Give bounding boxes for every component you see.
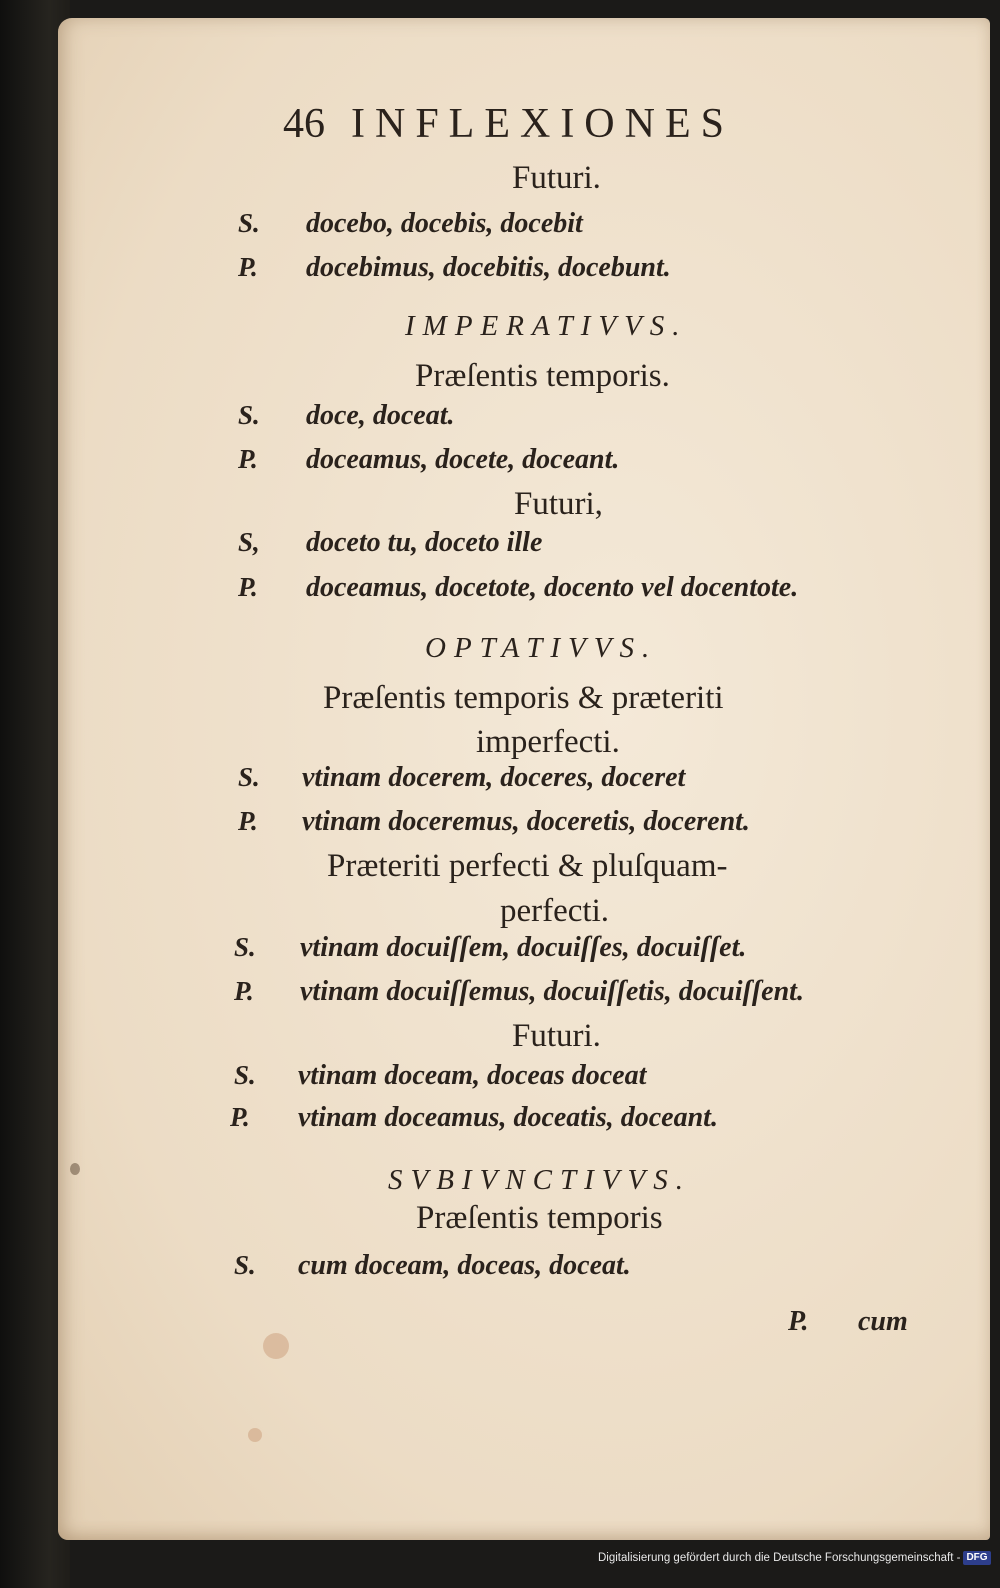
number-label: S.: [238, 400, 260, 430]
section-subheading: Præſentis temporis.: [415, 358, 670, 394]
number-label: P.: [230, 1102, 250, 1132]
paper-stain: [263, 1333, 289, 1359]
conjugation-form: vtinam docuiſſem, docuiſſes, docuiſſet.: [300, 932, 747, 963]
section-subheading: Futuri,: [514, 486, 603, 522]
running-head: [283, 100, 734, 148]
credit-text: Digitalisierung gefördert durch die Deutsche Forschungsgemeinschaft -: [598, 1552, 961, 1565]
conjugation-form: docebo, docebis, docebit: [306, 208, 583, 239]
page-title: INFLEXIONES: [351, 101, 734, 147]
section-subheading: Præſentis temporis: [416, 1200, 663, 1236]
catchword: cum: [858, 1306, 908, 1337]
catchword-label: P.: [788, 1306, 809, 1337]
page-number: 46: [283, 101, 325, 147]
section-subheading: Præſentis temporis & præteriti: [323, 680, 724, 716]
conjugation-form: doceto tu, doceto ille: [306, 527, 543, 558]
section-subheading: perfecti.: [500, 893, 610, 929]
mood-heading: OPTATIVVS.: [425, 632, 658, 664]
number-label: S.: [234, 1060, 256, 1090]
number-label: S.: [238, 762, 260, 792]
conjugation-form: cum doceam, doceas, doceat.: [298, 1250, 631, 1281]
number-label: P.: [238, 444, 258, 474]
digitization-credit: [598, 1551, 991, 1569]
conjugation-form: vtinam doceremus, doceretis, docerent.: [302, 806, 750, 837]
conjugation-form: vtinam docuiſſemus, docuiſſetis, docuiſſent.: [300, 976, 804, 1007]
paper-stain: [248, 1428, 262, 1442]
number-label: P.: [238, 572, 258, 602]
number-label: S.: [234, 1250, 256, 1280]
conjugation-form: vtinam doceamus, doceatis, doceant.: [298, 1102, 718, 1133]
mood-heading: IMPERATIVVS.: [405, 310, 688, 342]
paper-stain: [70, 1163, 80, 1175]
conjugation-form: doceamus, docete, doceant.: [306, 444, 620, 475]
number-label: S.: [234, 932, 256, 962]
conjugation-form: docebimus, docebitis, docebunt.: [306, 252, 671, 283]
section-subheading: Præteriti perfecti & pluſquam-: [327, 848, 728, 884]
number-label: P.: [238, 806, 258, 836]
conjugation-form: vtinam doceam, doceas doceat: [298, 1060, 647, 1091]
section-subheading: Futuri.: [512, 160, 601, 196]
section-subheading: imperfecti.: [476, 724, 620, 760]
number-label: P.: [238, 252, 258, 282]
conjugation-form: vtinam docerem, doceres, doceret: [302, 762, 686, 793]
dfg-logo-icon: DFG: [963, 1551, 990, 1565]
section-subheading: Futuri.: [512, 1018, 601, 1054]
number-label: S,: [238, 527, 260, 557]
conjugation-form: doce, doceat.: [306, 400, 455, 431]
number-label: S.: [238, 208, 260, 238]
mood-heading: SVBIVNCTIVVS.: [388, 1164, 691, 1196]
number-label: P.: [234, 976, 254, 1006]
conjugation-form: doceamus, docetote, docento vel docentote.: [306, 572, 799, 603]
